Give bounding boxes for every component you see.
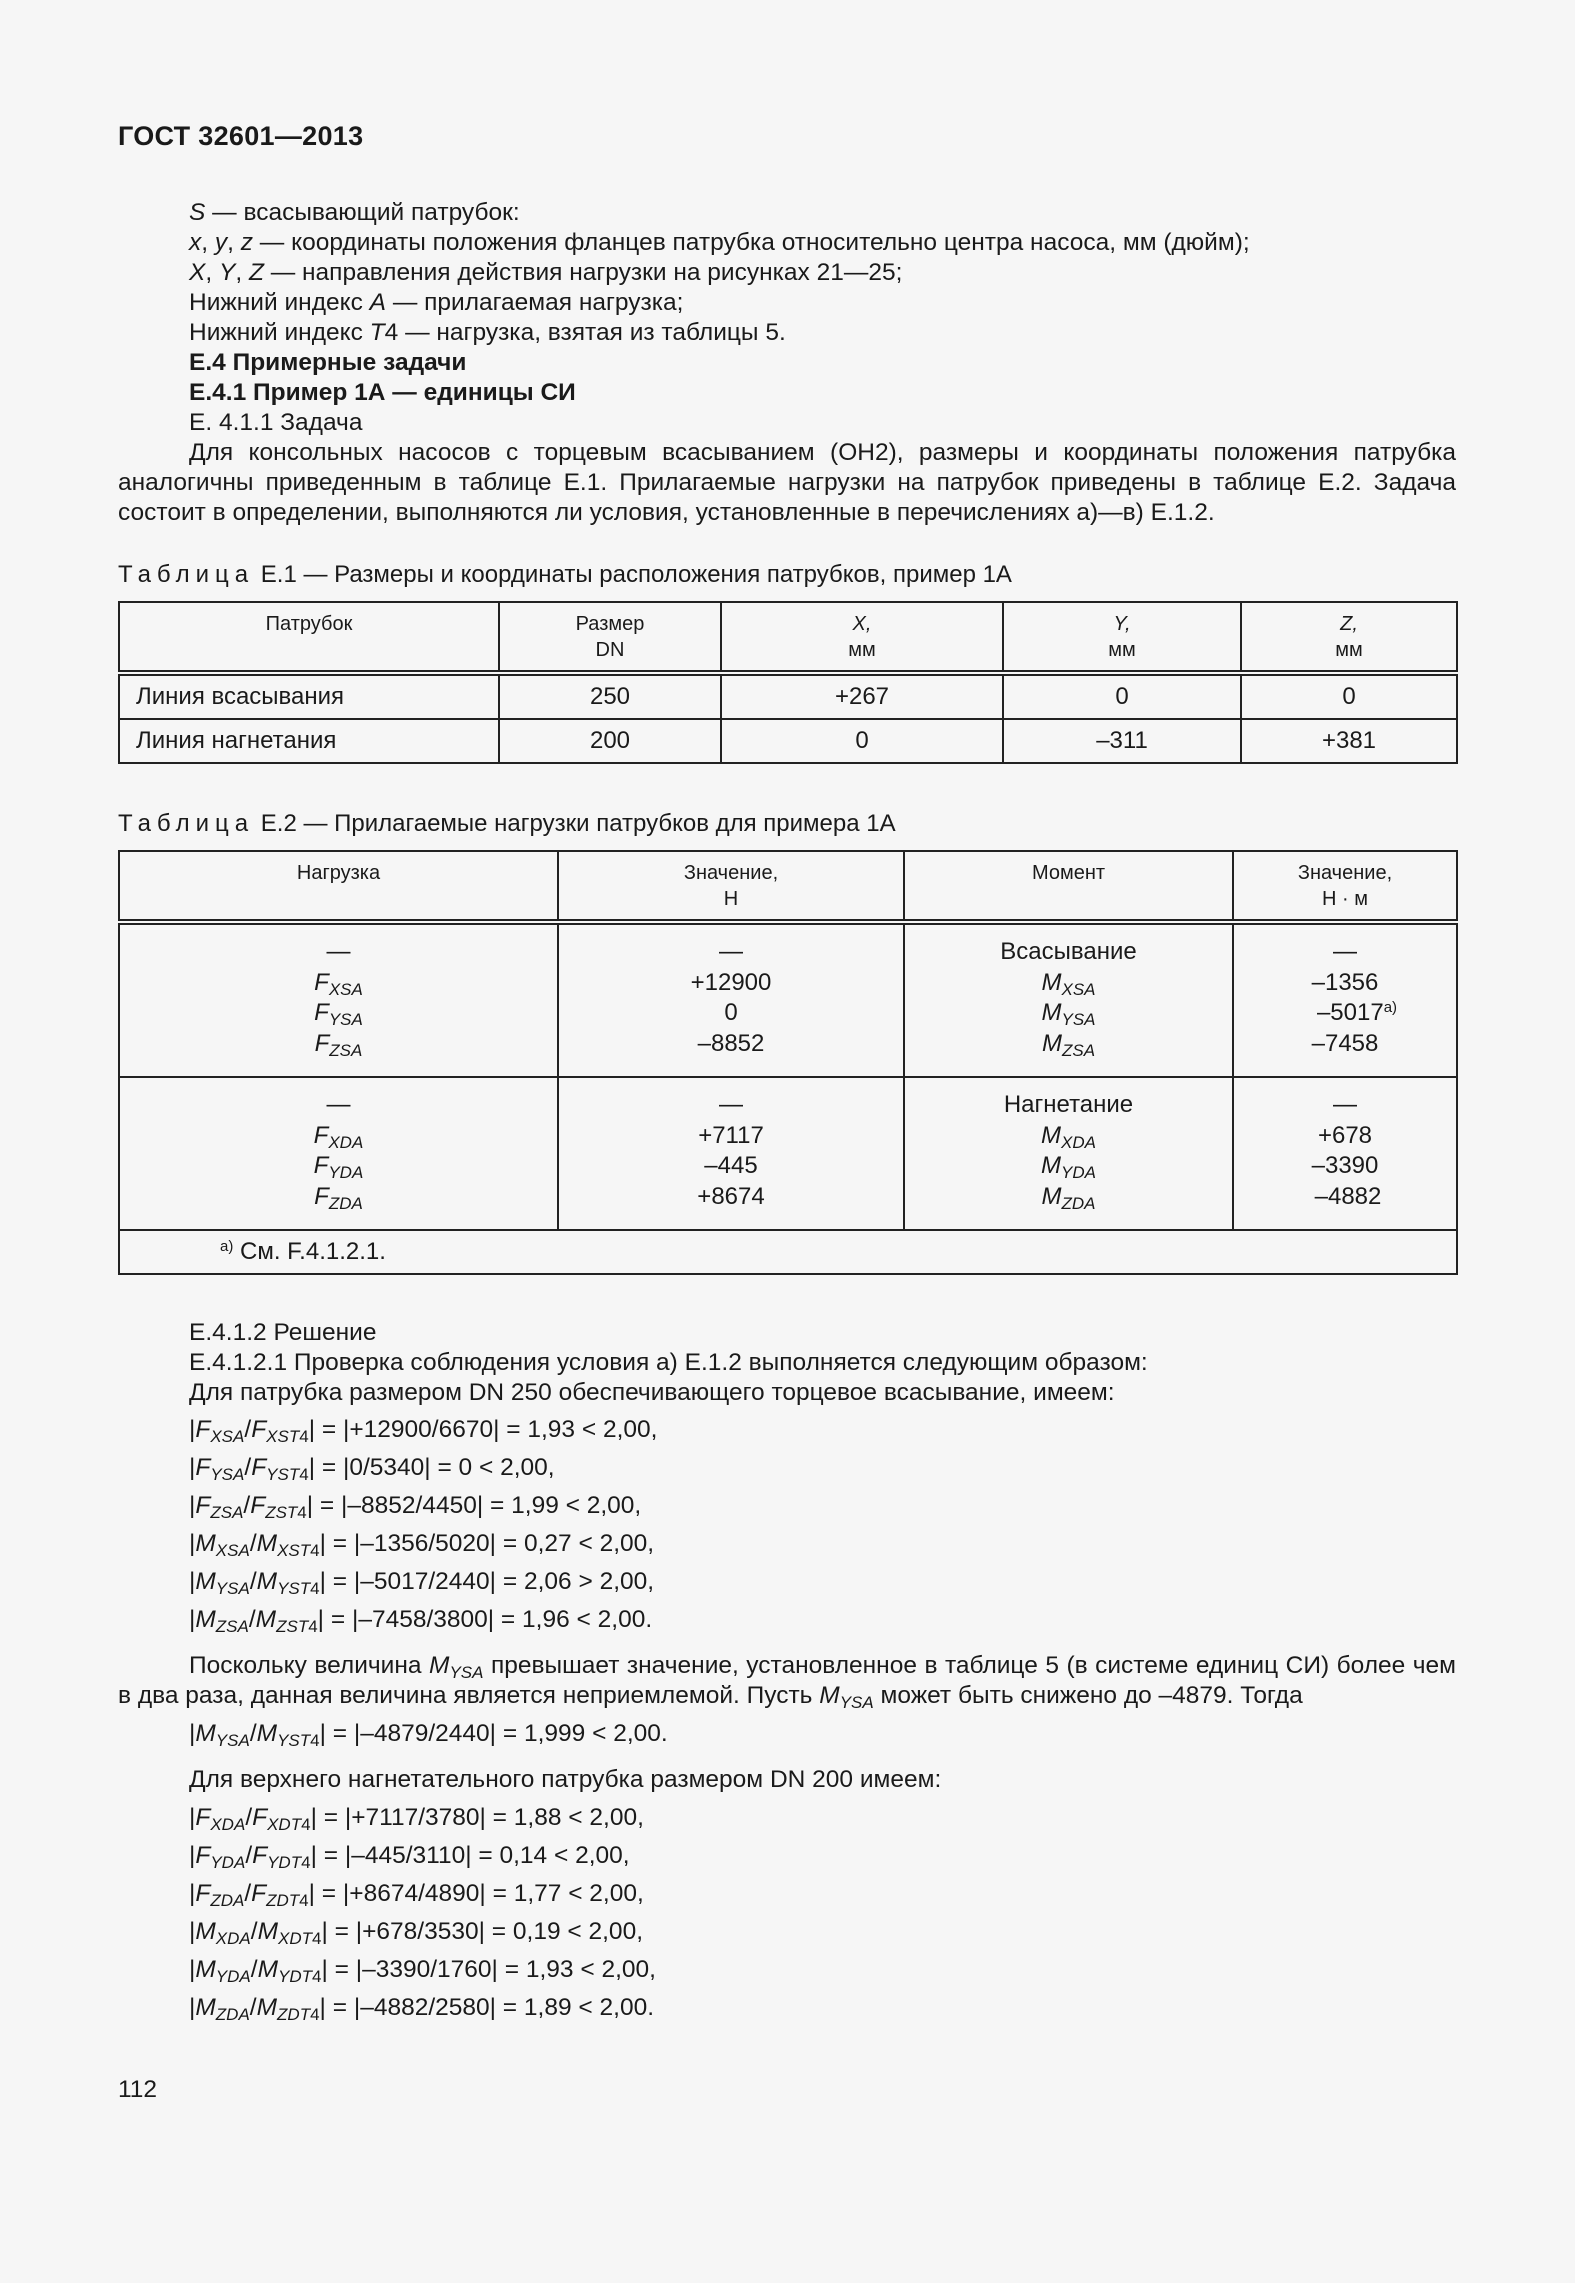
legend-line-XYZ: X, Y, Z — направления действия нагрузки на рисунках 21—25; xyxy=(189,259,903,286)
document-title: ГОСТ 32601—2013 xyxy=(118,121,364,151)
legend-line-index-a: Нижний индекс A — прилагаемая нагрузка; xyxy=(189,289,684,316)
table-cell: — +7117 –445 +8674 xyxy=(558,1077,904,1230)
discharge-equation: $|F_{YDA}/F_{YDT4}| = |-445/3110| = 0,14 < 2,00$, xyxy=(189,1842,630,1872)
reduced-equation: $|M_{YSA}/M_{YST4}| = |-4879/2440| = 1,999 < 2,00$. xyxy=(189,1720,668,1750)
table2-note-row xyxy=(119,1230,1457,1274)
table-cell: — +12900 0 –8852 xyxy=(558,922,904,1077)
table2-header-cell: Момент xyxy=(904,851,1233,922)
section-e41-heading: E.4.1 Пример 1А — единицы СИ xyxy=(189,379,576,406)
suction-equation: $|F_{XSA}/F_{XST4}| = |+12900/6670| = 1,93 < 2,00$, xyxy=(189,1416,658,1446)
table1-header-row xyxy=(119,602,1457,673)
table2-header-row xyxy=(119,851,1457,922)
table1-header-cell: X, мм xyxy=(721,602,1003,673)
legend-line-xyz: x, y, z — координаты положения фланцев патрубка относительно центра насоса, мм (дюйм); xyxy=(189,229,1250,256)
table-cell: Нагнетание $M_{XDA}$ $M_{YDA}$ $M_{ZDA}$ xyxy=(904,1077,1233,1230)
table-row xyxy=(119,719,1457,763)
table-row-discharge xyxy=(119,1077,1457,1230)
discharge-equation: $|M_{YDA}/M_{YDT4}| = |-3390/1760| = 1,93 < 2,00$, xyxy=(189,1956,656,1986)
table2-caption: Таблица E.2 — Прилагаемые нагрузки патрубков для примера 1А xyxy=(118,810,896,837)
solution-subheading: E.4.1.2.1 Проверка соблюдения условия а) E.1.2 выполняется следующим образом: xyxy=(189,1349,1148,1376)
table1-header-cell: Размер DN xyxy=(499,602,721,673)
table-cell: +267 xyxy=(721,673,1003,719)
legend-line-index-t4: Нижний индекс T4 — нагрузка, взятая из таблицы 5. xyxy=(189,319,786,346)
discharge-intro: Для верхнего нагнетательного патрубка размером DN 200 имеем: xyxy=(189,1766,942,1793)
table-cell: 200 xyxy=(499,719,721,763)
section-e411-heading: E. 4.1.1 Задача xyxy=(189,409,363,436)
discharge-equation: $|M_{XDA}/M_{XDT4}| = |+678/3530| = 0,19 < 2,00$, xyxy=(189,1918,643,1948)
table-cell: 0 xyxy=(721,719,1003,763)
table-cell: — $F_{XDA}$ $F_{YDA}$ $F_{ZDA}$ xyxy=(119,1077,558,1230)
table-cell: 0 xyxy=(1241,673,1457,719)
solution-intro xyxy=(118,1318,1527,1408)
table-row-suction xyxy=(119,922,1457,1077)
table1-header-cell: Y, мм xyxy=(1003,602,1241,673)
exceed-paragraph: Поскольку величина $M_{YSA}$ превышает значение, установленное в таблице 5 (в системе единиц СИ) более чем в два раза, данная величина является неприемлемой. Пусть $M_{YSA}$ может быть снижено до –4879. Тогда xyxy=(118,1652,1457,1712)
table1-caption: Таблица E.1 — Размеры и координаты расположения патрубков, пример 1А xyxy=(118,561,1012,588)
page-number: 112 xyxy=(118,2076,158,2103)
legend-line-s: S — всасывающий патрубок: xyxy=(189,199,520,226)
table1-header-cell: Z, мм xyxy=(1241,602,1457,673)
table-row xyxy=(119,673,1457,719)
suction-equation: $|F_{YSA}/F_{YST4}| = |0/5340| = 0 < 2,00$, xyxy=(189,1454,555,1484)
table-cell: 250 xyxy=(499,673,721,719)
table-e1 xyxy=(118,601,1458,764)
discharge-equation: $|F_{XDA}/F_{XDT4}| = |+7117/3780| = 1,88 < 2,00$, xyxy=(189,1804,644,1834)
task-paragraph: Для консольных насосов с торцевым всасыванием (ОН2), размеры и координаты положения патрубка аналогичны приведенным в таблице E.1. Прилагаемые нагрузки на патрубок приведены в таблице E.2. Задача состоит в определении, выполняются ли условия, установленные в перечислениях а)—в) E.1.2. xyxy=(118,439,1456,526)
table-e2 xyxy=(118,850,1458,1275)
table2-header-cell: Нагрузка xyxy=(119,851,558,922)
table-cell: — –1356 $-5017^{а)}$ –7458 xyxy=(1233,922,1457,1077)
table-cell: — +678 –3390 –4882 xyxy=(1233,1077,1457,1230)
table-cell: +381 xyxy=(1241,719,1457,763)
table-cell: 0 xyxy=(1003,673,1241,719)
table2-header-cell: Значение, Н xyxy=(558,851,904,922)
suction-equation: $|F_{ZSA}/F_{ZST4}| = |-8852/4450| = 1,99 < 2,00$, xyxy=(189,1492,642,1522)
solution-heading: E.4.1.2 Решение xyxy=(189,1319,377,1346)
table-cell: — $F_{XSA}$ $F_{YSA}$ $F_{ZSA}$ xyxy=(119,922,558,1077)
discharge-equation: $|F_{ZDA}/F_{ZDT4}| = |+8674/4890| = 1,77 < 2,00$, xyxy=(189,1880,644,1910)
table-cell: Всасывание $M_{XSA}$ $M_{YSA}$ $M_{ZSA}$ xyxy=(904,922,1233,1077)
suction-equation: $|M_{YSA}/M_{YST4}| = |-5017/2440| = 2,06 > 2,00$, xyxy=(189,1568,655,1598)
table-cell: Линия всасывания xyxy=(119,673,499,719)
section-e4-heading: E.4 Примерные задачи xyxy=(189,349,467,376)
table-cell: –311 xyxy=(1003,719,1241,763)
suction-equation: $|M_{XSA}/M_{XST4}| = |-1356/5020| = 0,27 < 2,00$, xyxy=(189,1530,655,1560)
suction-intro: Для патрубка размером DN 250 обеспечивающего торцевое всасывание, имеем: xyxy=(189,1379,1115,1406)
table-cell: Линия нагнетания xyxy=(119,719,499,763)
table-note: $^{а)}$ См. F.4.1.2.1. xyxy=(119,1230,1457,1274)
table2-header-cell: Значение, Н · м xyxy=(1233,851,1457,922)
legend xyxy=(118,198,1527,438)
table1-header-cell: Патрубок xyxy=(119,602,499,673)
discharge-equation: $|M_{ZDA}/M_{ZDT4}| = |-4882/2580| = 1,89 < 2,00$. xyxy=(189,1994,655,2024)
suction-equation: $|M_{ZSA}/M_{ZST4}| = |-7458/3800| = 1,96 < 2,00$. xyxy=(189,1606,653,1636)
